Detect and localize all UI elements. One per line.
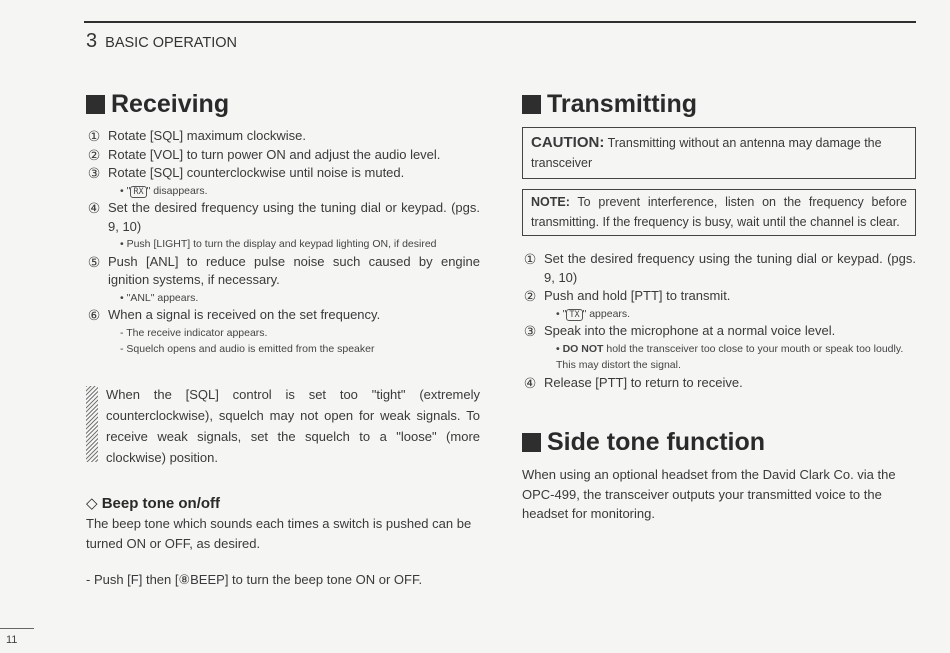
step-5-subnote: • "ANL" appears. [120,291,199,304]
note-label: NOTE: [531,195,570,209]
circled-number: ⑤ [87,253,101,270]
circled-number: ④ [523,374,537,391]
circled-number: ① [87,128,101,144]
right-column [522,92,916,524]
circled-number: ② [87,146,101,163]
step-text: When a signal is received on the set frequency. [108,307,381,322]
subnote-pre: • " [120,184,131,197]
side-tone-title: Side tone function [547,428,766,456]
chapter-heading [86,30,237,53]
side-tone-heading [522,430,916,455]
do-not-label: • DO NOT [556,342,604,355]
transmitting-step-2 [522,287,916,306]
page-number: 11 [6,634,18,646]
receiving-step-2 [86,146,480,165]
step-text: Rotate [SQL] maximum clockwise. [108,128,306,143]
beep-tone-heading: ◇ Beep tone on/off [86,494,221,512]
rx-indicator-icon: RX [130,186,146,198]
square-bullet-icon [522,433,541,452]
step-3-subnote [86,183,480,200]
step-text: Release [PTT] to return to receive. [544,374,743,390]
caution-label: CAUTION: [531,134,605,151]
circled-number: ④ [87,200,101,216]
note-text: To prevent interference, listen on the frequency before transmitting. If the frequency is busy, wait until the channel is clear. [531,195,907,229]
hatch-note-icon [86,386,98,462]
circled-number: ⑥ [87,307,101,323]
square-bullet-icon [86,95,105,114]
page-number-rule [0,628,34,629]
receiving-step-1 [86,127,480,146]
beep-tone-text: The beep tone which sounds each times a switch is pushed can be turned ON or OFF, as desired. [86,515,472,551]
circled-number: ③ [87,165,101,181]
circled-number: ① [523,251,537,267]
transmitting-step-4 [522,374,916,393]
receiving-title: Receiving [111,90,230,118]
tx-indicator-icon: TX [566,309,582,321]
beep-tone-instruction: - Push [F] then [⑧BEEP] to turn the beep tone ON or OFF. [86,571,423,587]
step-6-subnote-2: - Squelch opens and audio is emitted from the speaker [120,343,375,355]
step-4-subnote: • Push [LIGHT] to turn the display and keypad lighting ON, if desired [120,238,437,250]
step-text: Push and hold [PTT] to transmit. [544,288,731,303]
chapter-title: BASIC OPERATION [105,35,238,51]
circled-number: ② [523,288,537,304]
squelch-note-text: When the [SQL] control is set too "tight" (extremely counterclockwise), squelch may not open for weak signals. To receive weak signals, set the squelch to a "loose" (more clockwise) position. [106,386,480,465]
receiving-step-4 [86,199,480,236]
step-text: Set the desired frequency using the tuning dial or keypad. (pgs. 9, 10) [544,251,916,285]
step-6-subnote-1: - The receive indicator appears. [120,326,268,339]
step-2-subnote [522,306,916,323]
subnote-pre: • " [556,307,567,320]
receiving-step-5 [86,253,480,290]
step-text: Set the desired frequency using the tuning dial or keypad. (pgs. 9, 10) [108,200,480,234]
side-tone-text: When using an optional headset from the David Clark Co. via the OPC-499, the transceiver outputs your transmitted voice to the headset for monitoring. [522,467,896,521]
square-bullet-icon [522,95,541,114]
step-text: Rotate [VOL] to turn power ON and adjust the audio level. [108,146,441,162]
subnote-post: " disappears. [146,184,208,197]
step-text: Rotate [SQL] counterclockwise until noise is muted. [108,165,405,180]
squelch-note [86,384,480,468]
transmitting-step-3 [522,322,916,341]
receiving-heading [86,92,480,117]
transmitting-title: Transmitting [547,90,698,118]
do-not-text: hold the transceiver too close to your mouth or speak too loudly. This may distort the signal. [556,342,904,371]
note-box [522,189,916,236]
step-text: Speak into the microphone at a normal voice level. [544,323,836,338]
transmitting-step-1 [522,250,916,287]
caution-text: Transmitting without an antenna may damage the transceiver [531,136,882,170]
receiving-step-6 [86,306,480,325]
receiving-step-3 [86,164,480,183]
chapter-number: 3 [86,30,98,52]
circled-number: ③ [523,323,537,339]
subnote-post: " appears. [582,307,631,320]
transmitting-heading [522,92,916,117]
caution-box [522,127,916,179]
step-3-subnote [522,341,916,374]
step-text: Push [ANL] to reduce pulse noise such caused by engine ignition systems, if necessary. [108,253,480,287]
top-rule [84,21,916,23]
left-column [86,92,480,590]
transmitting-steps [522,250,916,392]
